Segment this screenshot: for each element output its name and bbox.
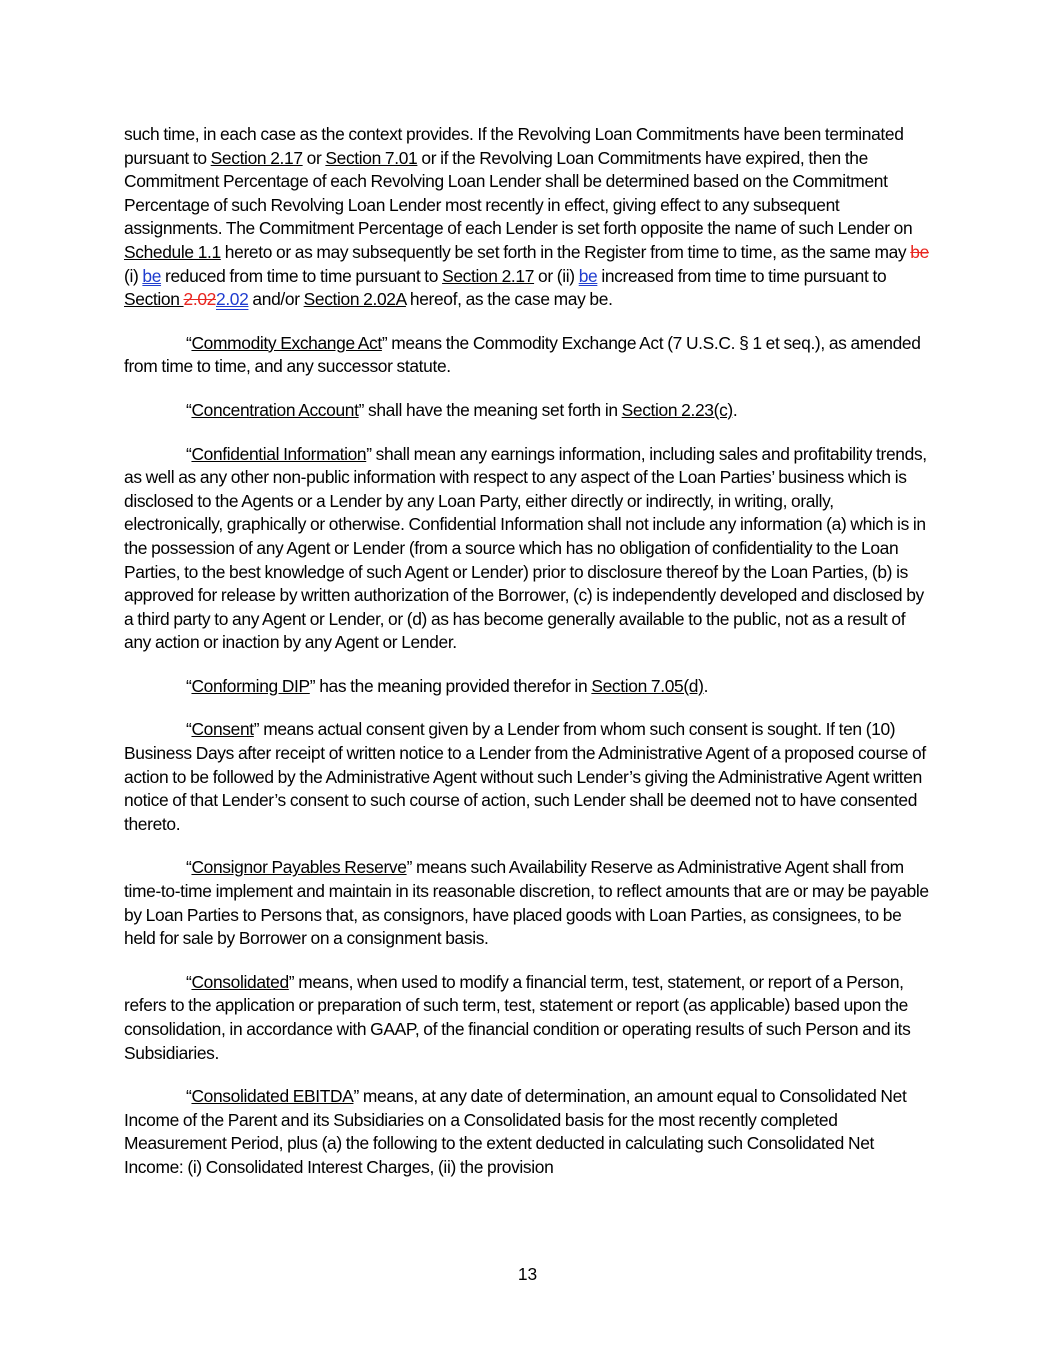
deleted-text: 2.02: [183, 289, 216, 310]
cross-reference: Section 2.17: [442, 265, 535, 286]
deleted-text: be: [910, 241, 929, 262]
cross-reference: Section: [124, 289, 184, 310]
definition-confidential-information: “Confidential Information” shall mean any earnings information, including sales and profitability trends, as well as any other non-public information with respect to any aspect of the Loan Parties’ business which is disclosed to the Agents or a Lender by any Loan Party, either directly or indirectly, in writing, orally, electronically, graphically or otherwise. Confidential Information shall not include any information (a) which is in the possession of any Agent or Lender (from a source which has no obligation of confidentiality to the Loan Parties, to the best knowledge of such Agent or Lender) prior to disclosure thereof by the Loan Parties, (b) is approved for release by written authorization of the Borrower, (c) is independently developed and disclosed by a third party to any Agent or Lender, or (d) as has become generally available to the public, not as a result of any action or inaction by any Agent or Lender.: [124, 443, 927, 653]
definition-consent: “Consent” means actual consent given by a Lender from whom such consent is sought. If ten (10) Business Days after receipt of written notice to a Lender from the Administrative Agent of a proposed course of action to be followed by the Administrative Agent without such Lender’s giving the Administrative Agent written notice of that Lender’s consent to such course of action, such Lender shall be deemed not to have consented thereto.: [124, 719, 926, 834]
inserted-text: be: [142, 265, 162, 286]
definition-concentration-account: “Concentration Account” shall have the meaning set forth in Section 2.23(c).: [186, 399, 738, 420]
defined-term: Confidential Information: [191, 443, 367, 464]
defined-term: Consolidated: [191, 971, 289, 992]
page-number: 13: [517, 1264, 538, 1284]
defined-term: Conforming DIP: [191, 675, 310, 696]
cross-reference: Schedule 1.1: [124, 241, 221, 262]
defined-term: Consent: [191, 719, 254, 740]
inserted-text: be: [578, 265, 598, 286]
paragraph-commitment-percentage-continued: such time, in each case as the context provides. If the Revolving Loan Commitments have been terminated pursuant to Section 2.17 or Section 7.01 or if the Revolving Loan Commitments have expired, then the Commitment Percentage of each Revolving Loan Lender shall be determined based on the Commitment Percentage of such Revolving Loan Lender most recently in effect, giving effect to any subsequent assignments. The Commitment Percentage of each Lender is set forth opposite the name of such Lender on Schedule 1.1 hereto or as may subsequently be set forth in the Register from time to time, as the same may be (i) be reduced from time to time pursuant to Section 2.17 or (ii) be increased from time to time pursuant to Section 2.022.02 and/or Section 2.02A hereof, as the case may be.: [124, 124, 929, 310]
definition-conforming-dip: “Conforming DIP” has the meaning provided therefor in Section 7.05(d).: [186, 675, 709, 696]
cross-reference: Section 2.17: [210, 147, 303, 168]
defined-term: Concentration Account: [191, 399, 359, 420]
cross-reference: Section 2.23(c): [621, 399, 733, 420]
defined-term: Commodity Exchange Act: [191, 332, 382, 353]
cross-reference: Section 7.01: [325, 147, 418, 168]
definition-consolidated-ebitda: “Consolidated EBITDA” means, at any date of determination, an amount equal to Consolidated Net Income of the Parent and its Subsidiaries on a Consolidated basis for the most recently completed Measurement Period, plus (a) the following to the extent deducted in calculating such Consolidated Net Income: (i) Consolidated Interest Charges, (ii) the provision: [124, 1086, 907, 1177]
defined-term: Consolidated EBITDA: [191, 1086, 354, 1107]
definition-consolidated: “Consolidated” means, when used to modify a financial term, test, statement, or report of a Person, refers to the application or preparation of such term, test, statement or report (as applicable) based upon the consolidation, in accordance with GAAP, of the financial condition or operating results of such Person and its Subsidiaries.: [124, 971, 911, 1063]
defined-term: Consignor Payables Reserve: [191, 857, 407, 878]
definition-commodity-exchange-act: “Commodity Exchange Act” means the Commodity Exchange Act (7 U.S.C. § 1 et seq.), as amended from time to time, and any successor statute.: [124, 332, 921, 377]
document-page: [124, 123, 936, 1200]
cross-reference: Section 7.05(d): [591, 675, 704, 696]
inserted-text: 2.02: [216, 289, 249, 310]
cross-reference: Section 2.02A: [303, 289, 406, 310]
definition-consignor-payables-reserve: “Consignor Payables Reserve” means such Availability Reserve as Administrative Agent shall from time-to-time implement and maintain in its reasonable discretion, to reflect amounts that are or may be payable by Loan Parties to Persons that, as consignors, have placed goods with Loan Parties, as consignees, to be held for sale by Borrower on a consignment basis.: [124, 857, 929, 949]
